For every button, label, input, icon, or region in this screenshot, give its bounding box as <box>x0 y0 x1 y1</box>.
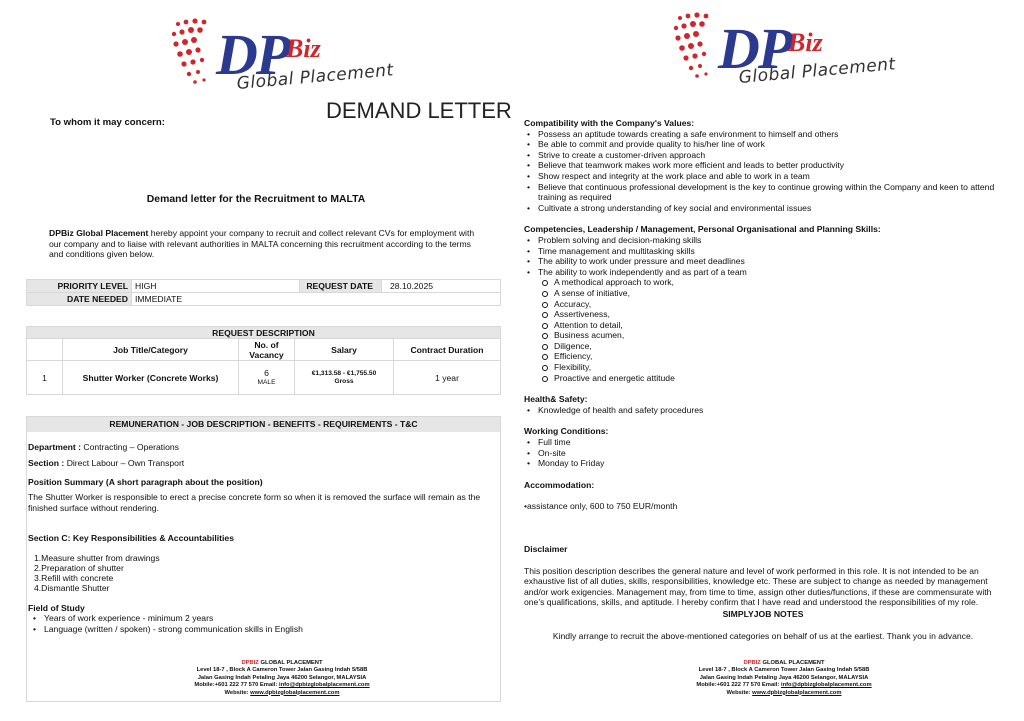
footer-website-link[interactable]: www.dpbizglobalplacement.com <box>752 689 842 696</box>
list-item: • The ability to work independently and as part of a team <box>524 267 1002 278</box>
footer-mobile: Mobile:+601 222 77 570 Email: <box>194 682 279 689</box>
list-item: • Knowledge of health and safety procedures <box>524 405 1002 416</box>
field-of-study-list <box>30 613 303 634</box>
footer-address-2: Jalan Gasing Indah Petaling Jaya 46200 Selangor, MALAYSIA <box>699 674 869 681</box>
section-label: Section : <box>28 458 67 468</box>
list-item: • Believe that continuous professional development is the key to continue growing within the Company and keen to attend training as required <box>524 182 1002 203</box>
logo-biz-text: Biz <box>788 28 823 57</box>
company-logo <box>670 10 900 100</box>
company-logo <box>168 16 398 106</box>
letter-heading: Demand letter for the Recruitment to MALTA <box>146 194 366 205</box>
intro-paragraph <box>49 228 479 260</box>
list-item: Efficiency, <box>538 351 1002 362</box>
compat-list <box>524 129 1002 214</box>
col-vacancy: No. of Vacancy <box>239 339 295 361</box>
list-item: 2.Preparation of shutter <box>34 563 124 573</box>
list-item: • Time management and multitasking skills <box>524 246 1002 257</box>
date-needed-label: DATE NEEDED <box>27 293 132 306</box>
disclaimer-text: This position description describes the general nature and level of work performed in this role. It is not intended to be an exhaustive list of all duties, skills, responsibilities, knowledge etc. These are subject to change as needed by management and/or work exigencies. Management may, from time to time, assign other duties/functions, if these are commensurate with one’s qualifications, skills, and aptitude. I hereby confirm that I have read and understood the responsibilities of my role. <box>524 565 992 608</box>
priority-label: PRIORITY LEVEL <box>27 280 132 293</box>
footer-address-1: Level 18-7 , Block A Cameron Tower Jalan Gasing Indah 5/58B <box>698 667 870 674</box>
list-item: Business acumen, <box>538 330 1002 341</box>
working-title: Working Conditions: <box>524 426 609 437</box>
list-item: • Years of work experience - minimum 2 years <box>30 613 303 624</box>
list-item: • Be able to commit and provide quality to his/her line of work <box>524 139 1002 150</box>
list-item: A methodical approach to work, <box>538 277 1002 288</box>
priority-value: HIGH <box>132 280 300 293</box>
list-item: A sense of initiative, <box>538 288 1002 299</box>
right-page <box>512 0 1024 721</box>
competencies-list <box>524 235 1002 277</box>
list-item: • Full time <box>524 437 1002 448</box>
list-item: • Show respect and integrity at the work place and able to work in a team <box>524 171 1002 182</box>
list-item: Accuracy, <box>538 299 1002 310</box>
closing-line: Kindly arrange to recruit the above-mentioned categories on behalf of us at the earliest. Thank you in advance. <box>552 630 974 641</box>
right-content <box>524 118 1002 641</box>
compat-title: Compatibility with the Company's Values: <box>524 118 695 128</box>
position-summary-text: The Shutter Worker is responsible to erect a precise concrete form so when it is removed the surface will remain as the finished surface without rendering. <box>28 492 481 513</box>
list-item: • Language (written / spoken) - strong communication skills in English <box>30 624 303 635</box>
list-item: Assertiveness, <box>538 309 1002 320</box>
request-table-title: REQUEST DESCRIPTION <box>27 327 501 339</box>
list-item: Attention to detail, <box>538 320 1002 331</box>
list-item: 1.Measure shutter from drawings <box>34 553 160 563</box>
row-job-title: Shutter Worker (Concrete Works) <box>63 361 239 395</box>
responsibilities-list <box>34 553 160 593</box>
competencies-sublist <box>538 277 1002 383</box>
accommodation-text: •assistance only, 600 to 750 EUR/month <box>524 501 678 512</box>
list-item: 3.Refill with concrete <box>34 573 114 583</box>
footer <box>624 660 944 697</box>
row-vacancy-gender: MALE <box>257 378 276 386</box>
list-item: Diligence, <box>538 341 1002 352</box>
logo-dp-text: DP <box>718 16 792 81</box>
department-value: Contracting – Operations <box>83 442 179 452</box>
position-summary-title: Position Summary (A short paragraph about the position) <box>28 477 263 487</box>
logo-tagline: Global Placement <box>236 60 395 94</box>
row-number: 1 <box>27 361 63 395</box>
section-line <box>28 458 184 469</box>
department-line <box>28 442 179 453</box>
row-duration: 1 year <box>394 361 501 395</box>
list-item: • Possess an aptitude towards creating a safe environment to himself and others <box>524 129 1002 140</box>
list-item: • On-site <box>524 448 1002 459</box>
signoff: SIMPLYJOB NOTES <box>722 608 804 619</box>
footer-address-2: Jalan Gasing Indah Petaling Jaya 46200 Selangor, MALAYSIA <box>197 674 367 681</box>
list-item: • Believe that teamwork makes work more efficient and leads to better productivity <box>524 160 1002 171</box>
logo-tagline: Global Placement <box>738 54 897 88</box>
footer-website-label: Website: <box>726 689 753 696</box>
footer-website-label: Website: <box>224 689 251 696</box>
row-vacancy: 6 <box>264 367 269 378</box>
list-item: • The ability to work under pressure and meet deadlines <box>524 256 1002 267</box>
footer-address-1: Level 18-7 , Block A Cameron Tower Jalan Gasing Indah 5/58B <box>196 667 368 674</box>
remuneration-title: REMUNERATION - JOB DESCRIPTION - BENEFITS - REQUIREMENTS - T&C <box>27 417 500 432</box>
footer-brand: GLOBAL PLACEMENT <box>258 660 323 666</box>
row-vacancy-cell <box>239 361 295 395</box>
col-salary: Salary <box>295 339 394 361</box>
row-salary: €1,313.58 - €1,755.50 <box>311 369 377 377</box>
list-item: Proactive and energetic attitude <box>538 373 1002 384</box>
working-list <box>524 437 1002 469</box>
list-item: • Strive to create a customer-driven approach <box>524 150 1002 161</box>
disclaimer-title: Disclaimer <box>524 544 568 554</box>
salutation: To whom it may concern: <box>50 117 165 128</box>
footer-brand: GLOBAL PLACEMENT <box>760 660 825 666</box>
doc-title: DEMAND LETTER <box>326 98 512 123</box>
footer-email-link[interactable]: info@dpbizglobalplacement.com <box>278 682 370 689</box>
footer-brand-red: DPBIZ <box>743 660 761 666</box>
field-of-study-title: Field of Study <box>28 603 85 613</box>
row-salary-cell <box>295 361 394 395</box>
list-item: Flexibility, <box>538 362 1002 373</box>
health-list <box>524 405 1002 416</box>
date-needed-value: IMMEDIATE <box>132 293 501 306</box>
list-item: • Problem solving and decision-making skills <box>524 235 1002 246</box>
col-duration: Contract Duration <box>394 339 501 361</box>
request-date-label: REQUEST DATE <box>300 280 382 293</box>
footer <box>122 660 442 697</box>
department-label: Department : <box>28 442 84 452</box>
col-job-title: Job Title/Category <box>63 339 239 361</box>
footer-mobile: Mobile:+601 222 77 570 Email: <box>696 682 781 689</box>
competencies-title: Competencies, Leadership / Management, Personal Organisational and Planning Skills: <box>524 224 881 235</box>
section-value: Direct Labour – Own Transport <box>66 458 185 468</box>
row-salary-sub: Gross <box>334 377 354 385</box>
logo-dp-text: DP <box>216 22 290 87</box>
request-date-value: 28.10.2025 <box>382 280 501 293</box>
footer-email-link[interactable]: info@dpbizglobalplacement.com <box>780 682 872 689</box>
request-table <box>26 326 501 395</box>
list-item: 4.Dismantle Shutter <box>34 583 110 593</box>
intro-company: DPBiz Global Placement <box>49 228 149 238</box>
footer-brand-red: DPBIZ <box>241 660 259 666</box>
accommodation-title: Accommodation: <box>524 479 595 490</box>
list-item: • Monday to Friday <box>524 458 1002 469</box>
intro-text: hereby appoint your company to recruit and collect relevant CVs for employment with our company and to liaise with relevant authorities in MALTA concerning this recruitment according to the terms and conditions given below. <box>49 228 475 260</box>
table-row <box>27 361 501 395</box>
priority-table <box>26 279 501 306</box>
logo-biz-text: Biz <box>286 34 321 63</box>
section-c-title: Section C: Key Responsibilities & Accountabilities <box>28 533 234 543</box>
health-title: Health& Safety: <box>524 394 588 405</box>
footer-website-link[interactable]: www.dpbizglobalplacement.com <box>250 689 340 696</box>
list-item: • Cultivate a strong understanding of key social and environmental issues <box>524 203 1002 214</box>
